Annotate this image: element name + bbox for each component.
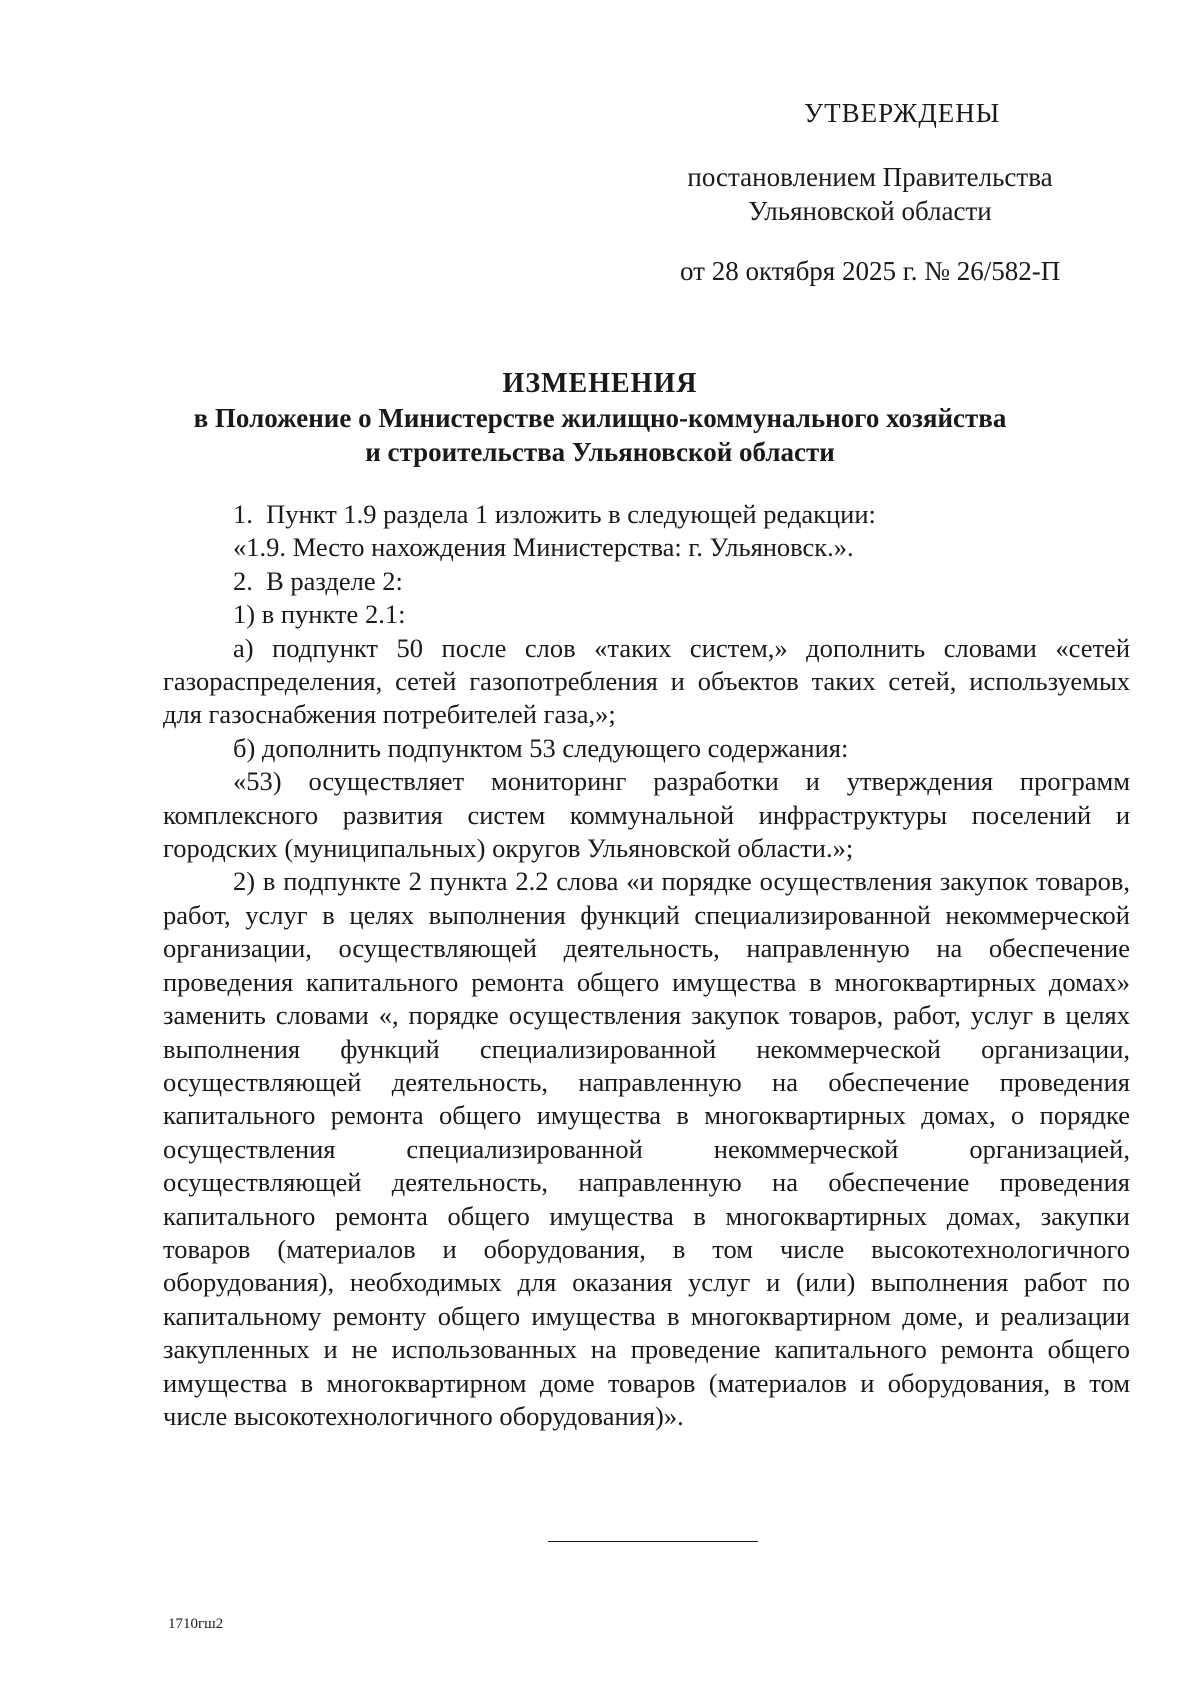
paragraph-4: 1) в пункте 2.1: bbox=[233, 599, 406, 630]
paragraph-5: а) подпункт 50 после слов «таких систем,» дополнить словами «сетей газораспределения, сетей газопотребления и объектов таких сетей, используемых для газоснабжения потребителей газа,»; bbox=[163, 632, 1130, 730]
paragraph-6: б) дополнить подпунктом 53 следующего содержания: bbox=[233, 732, 849, 763]
approval-line-1: постановлением Правительства bbox=[687, 162, 1053, 192]
approval-date: от 28 октября 2025 г. № 26/582-П bbox=[680, 256, 1061, 286]
approval-line-2: Ульяновской области bbox=[748, 196, 992, 226]
footer-document-code: 1710гш2 bbox=[168, 1616, 224, 1632]
closing-divider-line bbox=[548, 1541, 758, 1542]
document-body bbox=[163, 498, 1130, 1433]
paragraph-3: 2. В разделе 2: bbox=[233, 565, 403, 596]
document-subtitle-line-2: и строительства Ульяновской области bbox=[365, 437, 835, 467]
paragraph-1: 1. Пункт 1.9 раздела 1 изложить в следующей редакции: bbox=[233, 499, 876, 529]
paragraph-8: 2) в подпункте 2 пункта 2.2 слова «и порядке осуществления закупок товаров, работ, услуг в целях выполнения функций специализированной некоммерческой организации, осуществляющей деятельность, направленную на обеспечение проведения капитального ремонта общего имущества в многоквартирных домах» заменить словами «, порядке осуществления закупок товаров, работ, услуг в целях выполнения функций специализированной некоммерческой организации, осуществляющей деятельность, направленную на обеспечение проведения капитального ремонта общего имущества в многоквартирных домах, о порядке осуществления специализированной некоммерческой организацией, осуществляющей деятельность, направленную на обеспечение проведения капитального ремонта общего имущества в многоквартирных домах, закупки товаров (материалов и оборудования, в том числе высокотехнологичного оборудования), необходимых для оказания услуг и (или) выполнения работ по капитальному ремонту общего имущества в многоквартирном доме, и реализации закупленных и не использованных на проведение капитального ремонта общего имущества в многоквартирном доме товаров (материалов и оборудования, в том числе высокотехнологичного оборудования)». bbox=[163, 866, 1130, 1431]
paragraph-2: «1.9. Место нахождения Министерства: г. Ульяновск.». bbox=[233, 532, 854, 563]
paragraph-7: «53) осуществляет мониторинг разработки и утверждения программ комплексного развития систем коммунальной инфраструктуры поселений и городских (муниципальных) округов Ульяновской области.»; bbox=[163, 766, 1130, 864]
document-title: ИЗМЕНЕНИЯ bbox=[502, 368, 698, 399]
approval-heading: УТВЕРЖДЕНЫ bbox=[804, 98, 1001, 128]
document-title-block bbox=[150, 367, 1050, 469]
document-subtitle-line-1: в Положение о Министерстве жилищно-коммунального хозяйства bbox=[193, 403, 1007, 433]
approval-block bbox=[680, 96, 1140, 288]
